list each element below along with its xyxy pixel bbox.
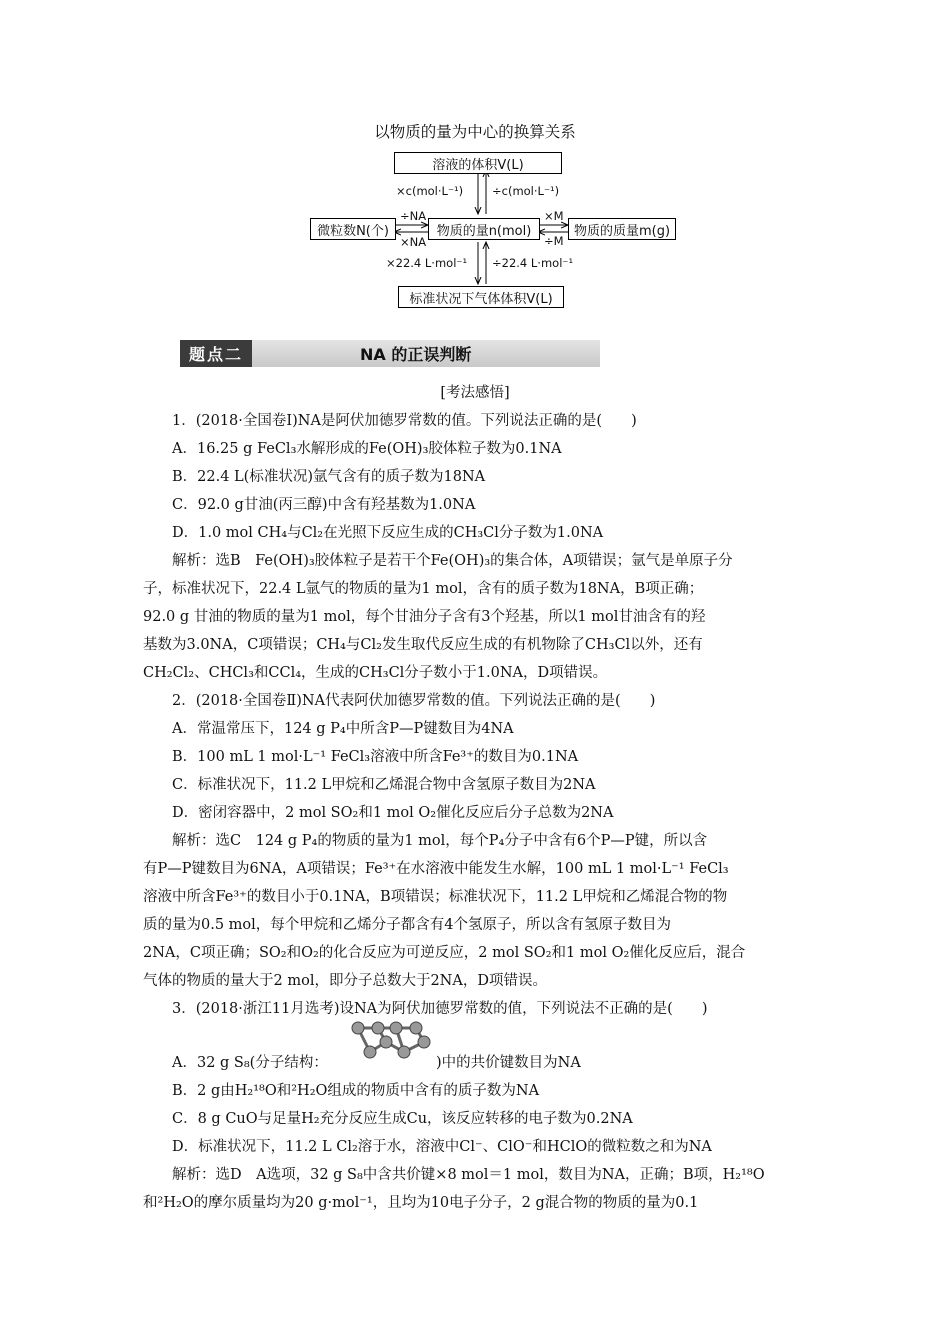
q3-analysis-line: 解析：选D A选项，32 g S₈中含共价键×8 mol＝1 mol，数目为NA，正确；B项，H₂¹⁸O — [172, 1167, 765, 1183]
diagram-box-amount: 物质的量n(mol) — [428, 218, 540, 240]
q3-option-d: D．标准状况下，11.2 L Cl₂溶于水，溶液中Cl⁻、ClO⁻和HClO的微粒数之和为NA — [172, 1139, 712, 1155]
diagram-box-particle-number: 微粒数N(个) — [310, 218, 396, 240]
q1-analysis-line: 92.0 g 甘油的物质的量为1 mol，每个甘油分子含有3个羟基，所以1 mol甘油含有的羟 — [143, 609, 706, 625]
diagram-box-mass: 物质的质量m(g) — [568, 218, 676, 240]
q3-option-c: C．8 g CuO与足量H₂充分反应生成Cu，该反应转移的电子数为0.2NA — [172, 1111, 633, 1127]
label-div-c: ÷c(mol·L⁻¹) — [492, 184, 560, 198]
q3-option-b: B．2 g由H₂¹⁸O和²H₂O组成的物质中含有的质子数为NA — [172, 1083, 540, 1099]
label-times-c: ×c(mol·L⁻¹) — [396, 184, 464, 198]
q2-option-d: D．密闭容器中，2 mol SO₂和1 mol O₂催化反应后分子总数为2NA — [172, 805, 614, 821]
q3-option-a: A．32 g S₈(分子结构： — [172, 1055, 328, 1071]
label-div-224: ÷22.4 L·mol⁻¹ — [492, 256, 574, 270]
q3-analysis-line: 和²H₂O的摩尔质量均为20 g·mol⁻¹，且均为10电子分子，2 g混合物的物质的量为0.1 — [143, 1195, 699, 1211]
q3-option-a-cont: )中的共价键数目为NA — [436, 1055, 581, 1071]
q2-analysis-line: 质的量为0.5 mol，每个甲烷和乙烯分子都含有4个氢原子，所以含有氢原子数目为 — [143, 917, 672, 933]
subheading: [考法感悟] — [440, 385, 510, 401]
label-times-224: ×22.4 L·mol⁻¹ — [386, 256, 468, 270]
q1-analysis-line: 解析：选B Fe(OH)₃胶体粒子是若干个Fe(OH)₃的集合体，A项错误；氩气是单原子分 — [172, 553, 733, 569]
q1-analysis-line: 基数为3.0NA，C项错误；CH₄与Cl₂发生取代反应生成的有机物除了CH₃Cl以外，还有 — [143, 637, 703, 653]
section-tag: 题点二 — [180, 340, 252, 367]
q2-analysis-line: 解析：选C 124 g P₄的物质的量为1 mol，每个P₄分子中含有6个P—P键，所以含 — [172, 833, 708, 849]
q1-option-d: D．1.0 mol CH₄与Cl₂在光照下反应生成的CH₃Cl分子数为1.0NA — [172, 525, 604, 541]
label-times-NA: ×NA — [400, 235, 427, 249]
q3-stem: 3．(2018·浙江11月选考)设NA为阿伏加德罗常数的值，下列说法不正确的是( ) — [172, 1001, 708, 1017]
q2-analysis-line: 溶液中所含Fe³⁺的数目小于0.1NA，B项错误；标准状况下，11.2 L甲烷和乙烯混合物的物 — [143, 889, 728, 905]
diagram-box-gas-volume: 标准状况下气体体积V(L) — [398, 286, 564, 308]
diagram-box-solution-volume: 溶液的体积V(L) — [394, 152, 562, 174]
q2-option-c: C．标准状况下，11.2 L甲烷和乙烯混合物中含氢原子数目为2NA — [172, 777, 596, 793]
label-div-NA: ÷NA — [400, 209, 427, 223]
q1-analysis-line: 子，标准状况下，22.4 L氩气的物质的量为1 mol，含有的质子数为18NA，B项正确； — [143, 581, 704, 597]
diagram-title: 以物质的量为中心的换算关系 — [374, 123, 576, 141]
s8-molecule-structure — [348, 1018, 432, 1062]
q2-analysis-line: 2NA，C项正确；SO₂和O₂的化合反应为可逆反应，2 mol SO₂和1 mol O₂催化反应后，混合 — [143, 945, 746, 961]
q1-analysis-line: CH₂Cl₂、CHCl₃和CCl₄，生成的CH₃Cl分子数小于1.0NA，D项错误。 — [143, 665, 608, 681]
q1-option-c: C．92.0 g甘油(丙三醇)中含有羟基数为1.0NA — [172, 497, 476, 513]
section-title: NA 的正误判断 — [360, 345, 472, 364]
label-div-M: ÷M — [544, 234, 564, 248]
q1-option-a: A．16.25 g FeCl₃水解形成的Fe(OH)₃胶体粒子数为0.1NA — [172, 441, 562, 457]
q1-stem: 1．(2018·全国卷Ⅰ)NA是阿伏加德罗常数的值。下列说法正确的是( ) — [172, 413, 637, 429]
q2-option-a: A．常温常压下，124 g P₄中所含P—P键数目为4NA — [172, 721, 514, 737]
q2-analysis-line: 有P—P键数目为6NA，A项错误；Fe³⁺在水溶液中能发生水解，100 mL 1 mol·L⁻¹ FeCl₃ — [143, 861, 729, 877]
q2-option-b: B．100 mL 1 mol·L⁻¹ FeCl₃溶液中所含Fe³⁺的数目为0.1NA — [172, 749, 579, 765]
q2-stem: 2．(2018·全国卷Ⅱ)NA代表阿伏加德罗常数的值。下列说法正确的是( ) — [172, 693, 656, 709]
q2-analysis-line: 气体的物质的量大于2 mol，即分子总数大于2NA，D项错误。 — [143, 973, 547, 989]
label-times-M: ×M — [544, 209, 564, 223]
q1-option-b: B．22.4 L(标准状况)氩气含有的质子数为18NA — [172, 469, 486, 485]
